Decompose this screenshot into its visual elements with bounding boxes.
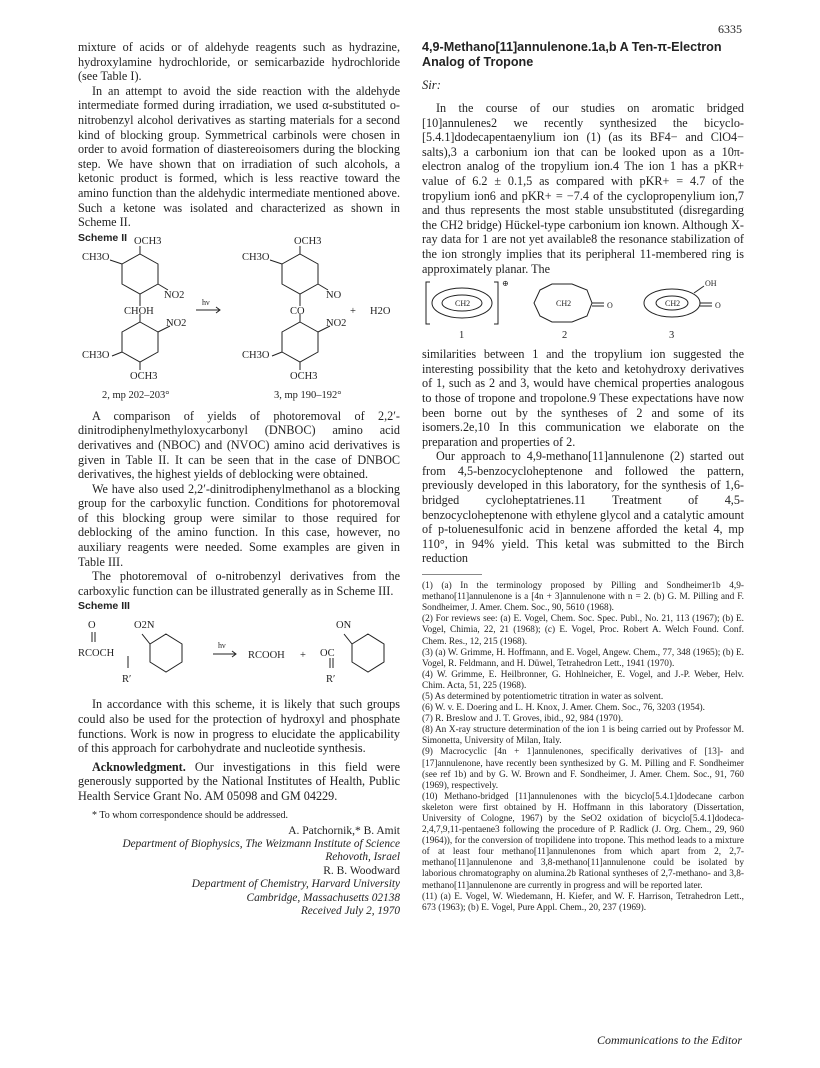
struct-label-1: 1: [459, 330, 465, 342]
scheme2-plus: +: [350, 305, 356, 317]
scheme2-no2-right-lower: NO2: [326, 317, 347, 329]
left-paragraph-6: In accordance with this scheme, it is likely that such groups could also be used for the protection of hydroxyl and phosphate functions. Work is now in progress to elucidate the applicability of this approach for carbohydrate and nucleotide synthesis.: [78, 697, 400, 756]
footnote-5: (5) As determined by potentiometric titration in water as solvent.: [422, 691, 664, 702]
left-paragraph-1: mixture of acids or of aldehyde reagents such as hydrazine, hydroxylamine hydrochloride, or semicarbazide hydrochloride (see Table I).: [78, 40, 400, 84]
struct-2-o: O: [607, 301, 613, 311]
scheme2-no: NO: [326, 289, 342, 301]
scheme2-caption-2: 2, mp 202–203°: [102, 389, 170, 401]
footnote-8: (8) An X-ray structure determination of the ion 1 is being carried out by Professor M. Simonetta, University of Milan, Italy.: [422, 725, 744, 747]
left-paragraph-2: In an attempt to avoid the side reaction with the aldehyde intermediate formed during irradiation, we used α-substituted o-nitrobenzyl alcohol derivatives as starting materials for a second kind of blocking group. Symmetrical carbinols were chosen in order to avoid formation of diastereoisomers during the blocking step. We have shown that on irradiation of such alcohols, a ketonic product is formed, which is less reactive toward the amino function than the aldehydic intermediate mentioned above. Such a ketone was isolated and characterized as shown in Scheme II.: [78, 83, 400, 230]
scheme2-ch3o-left-lower: CH3O: [82, 349, 110, 361]
scheme2-ch3o-right-lower: CH3O: [242, 349, 270, 361]
page-number: 6335: [718, 22, 742, 36]
scheme-3-diagram: [78, 612, 400, 692]
affiliation-1a: Department of Biophysics, The Weizmann Institute of Science: [122, 838, 400, 851]
scheme2-och3-top-left: OCH3: [134, 235, 162, 247]
scheme2-choh: CHOH: [124, 305, 154, 317]
footnote-3: (3) (a) W. Grimme, H. Hoffmann, and E. Vogel, Angew. Chem., 77, 348 (1965); (b) E. Vogel, R. Feldmann, and H. Düwel, Tetrahedron Lett., 1941 (1970).: [422, 647, 744, 669]
affiliation-2b: Cambridge, Massachusetts 02138: [246, 891, 400, 904]
authors-1: A. Patchornik,* B. Amit: [288, 824, 400, 837]
right-paragraph-1: In the course of our studies on aromatic bridged [10]annulenes2 we recently synthesized the bicyclo-[5.4.1]dodecapentaenylium ion (1) (as its BF4− and ClO4− salts),3 a carbonium ion that can be looked upon as a 10π-electron analog of the tropylium ion.4 The ion 1 has a pKR+ value of 6.2 ± 0.1,5 as compared with pKR+ = 4.7 of the tropylium ion6 and pKR+ = −7.4 of the cyclopropenylium ion,7 and thus represents the most stable unsubstituted (disregarding the CH2 bridge) Hückel-type carbonium ion known. Although X-ray data for 1 are not yet available8 the resonance stabilization of the ion strongly implies that its peripheral 11-membered ring is approximately planar. The: [422, 101, 744, 276]
struct-1-ch2: CH2: [455, 299, 471, 309]
scheme3-rcooch: RCOCH: [78, 648, 115, 660]
scheme2-och3-bottom-right: OCH3: [290, 370, 318, 382]
left-paragraph-4: We have also used 2,2′-dinitrodiphenylmethanol as a blocking group for the carboxylic function. Conditions for photoremoval of this blocking group were similar to those required for deblocking of the amino function. In this case, however, no auxiliary reagents were needed. Some examples are given in Table III.: [78, 481, 400, 569]
struct-3-ch2: CH2: [665, 299, 681, 309]
footnote-1: (1) (a) In the terminology proposed by Pilling and Sondheimer1b 4,9-methano[11]annulenone is a [4n + 3]annulenone with n = 2. (b) G. M. Pilling and F. Sondheimer, J. Amer. Chem. Soc., 90, 5610 (1968).: [422, 581, 744, 614]
left-paragraph-5: The photoremoval of o-nitrobenzyl derivatives from the carboxylic function can be illustrated generally as in Scheme III.: [78, 569, 400, 598]
struct-2-ch2: CH2: [556, 299, 572, 309]
footnote-11: (11) (a) E. Vogel, W. Wiedemann, H. Kiefer, and W. F. Harrison, Tetrahedron Lett., 673 (1963); (b) E. Vogel, Pure Appl. Chem., 20, 237 (1969).: [422, 891, 744, 913]
struct-label-3: 3: [669, 330, 675, 342]
scheme3-plus: +: [300, 650, 306, 662]
scheme2-co: CO: [290, 305, 305, 317]
footnote-7: (7) R. Breslow and J. T. Groves, ibid., 92, 984 (1970).: [422, 714, 624, 725]
scheme2-caption-3: 3, mp 190–192°: [274, 389, 342, 401]
struct-3-o: O: [715, 301, 721, 311]
article-title: 4,9-Methano[11]annulenone.1a,b A Ten-π-Electron Analog of Tropone: [422, 40, 722, 69]
scheme3-hv: hν: [218, 641, 226, 651]
salutation: Sir:: [422, 78, 441, 92]
footnote-4: (4) W. Grimme, E. Heilbronner, G. Hohlneicher, E. Vogel, and J.-P. Weber, Helv. Chim. Acta, 51, 225 (1968).: [422, 669, 744, 691]
received-date: Received July 2, 1970: [300, 904, 400, 917]
scheme3-r-left: R′: [122, 674, 132, 686]
scheme2-h2o: H2O: [370, 305, 391, 317]
scheme3-o2n: O2N: [134, 620, 155, 632]
scheme3-on: ON: [336, 620, 352, 632]
scheme2-och3-top-right: OCH3: [294, 235, 322, 247]
right-paragraph-3: Our approach to 4,9-methano[11]annulenone (2) started out from 4,5-benzocycloheptenone and followed the pattern, previously developed in this laboratory, for the synthesis of 1,6-bridged cycloheptatrienes.11 Treatment of 4,5-benzocycloheptenone with ethylene glycol and a catalytic amount of p-toluenesulfonic acid in benzene afforded the ketal 4, mp 110°, in 94% yield. This ketal was submitted to the Birch reduction: [422, 449, 744, 566]
scheme-3-label: Scheme III: [78, 600, 130, 613]
right-column: [422, 40, 744, 914]
affiliation-1b: Rehovoth, Israel: [325, 851, 400, 864]
scheme2-no2-left: NO2: [164, 289, 185, 301]
left-paragraph-3: A comparison of yields of photoremoval of 2,2′-dinitrodiphenylmethyloxycarbonyl (DNBOC) amino acid derivatives and (NBOC) and (NVOC) amino acid derivatives is given in Table II. It can be seen that in the case of DNBOC derivatives, the highest yields of deblocking were obtained.: [78, 408, 400, 482]
right-paragraph-2: similarities between 1 and the tropylium ion suggested the interesting possibility that the keto and ketohydroxy derivatives of 1, such as 2 and 3, would have chemical properties analogous to those of tropone and tropolone.9 These expectations have now been borne out by the syntheses of 2 and some of its isomers.2e,10 In this communication we elaborate on the preparation and properties of 2.: [422, 347, 744, 449]
footnote-rule: [422, 574, 482, 575]
scheme2-ch3o-right: CH3O: [242, 251, 270, 263]
scheme3-oc: OC: [320, 648, 335, 660]
acknowledgment-body: Our investigations in this field were generously supported by the National Institutes of Health, Public Health Service Grant No. AM 05098 and GM 04229.: [78, 759, 400, 803]
scheme2-ch3o-left: CH3O: [82, 251, 110, 263]
footnote-10: (10) Methano-bridged [11]annulenones with the bicyclo[5.4.1]dodecane carbon skeleton were first obtained by H. Hoffmann in this laboratory (Dissertation, University of Cologne, 1967) by the SeO2 oxidation of bicyclo[5.4.1]dodeca-2,4,7,9,11-pentaene3 following the procedure of P. Radlick (J. Org. Chem., 29, 960 (1964)), for the conversion of tropilidene into tropone. This method leads to a mixture of at least four methano[11]annulenones from which apart from 2, 2,7-methano[11]annulenone and 3,8-methano[11]annulenone could be isolated by laborious chromatography on alumina.2b Rational syntheses of 2,7-methano- and 3,8-methano[11]annulenone are currently in progress and will be reported later.: [422, 791, 744, 891]
footnote-6: (6) W. v. E. Doering and L. H. Knox, J. Amer. Chem. Soc., 76, 3203 (1954).: [422, 703, 705, 714]
scheme2-och3-bottom-left: OCH3: [130, 370, 158, 382]
authors-2: R. B. Woodward: [323, 864, 400, 877]
scheme2-hv: hν: [202, 297, 210, 307]
footnote-2: (2) For reviews see: (a) E. Vogel, Chem. Soc. Spec. Publ., No. 21, 113 (1967); (b) E. Vogel, Chimia, 22, 21 (1968); (c) E. Vogel, Proc. Robert A. Welch Found. Conf. Chem. Res., 12, 215 (1968).: [422, 614, 744, 647]
journal-section-footer: Communications to the Editor: [597, 1033, 742, 1047]
footnote-9: (9) Macrocyclic [4n + 1]annulenones, specifically derivatives of [13]- and [17]annulenone, have recently been synthesized by G. M. Pilling and F. Sondheimer (see ref 1b) and by G. W. Brown and F. Sondheimer, J. Amer. Chem. Soc., 91, 760 (1969), respectively.: [422, 747, 744, 791]
acknowledgment-heading: Acknowledgment.: [92, 759, 186, 774]
struct-label-2: 2: [562, 330, 568, 342]
scheme3-o: O: [88, 620, 96, 632]
scheme3-r-right: R′: [326, 674, 336, 686]
struct-3-oh: OH: [705, 279, 717, 289]
scheme-2-label: Scheme II: [78, 231, 128, 244]
struct-1-plus: ⊕: [502, 279, 509, 289]
scheme3-rcooh: RCOOH: [248, 650, 285, 662]
structures-1-2-3: [422, 276, 744, 342]
affiliation-2a: Department of Chemistry, Harvard University: [191, 878, 400, 891]
left-column: [78, 40, 400, 918]
acknowledgment: [78, 760, 400, 804]
correspondence-note: * To whom correspondence should be addressed.: [92, 809, 289, 821]
scheme2-no2-left-lower: NO2: [166, 317, 187, 329]
